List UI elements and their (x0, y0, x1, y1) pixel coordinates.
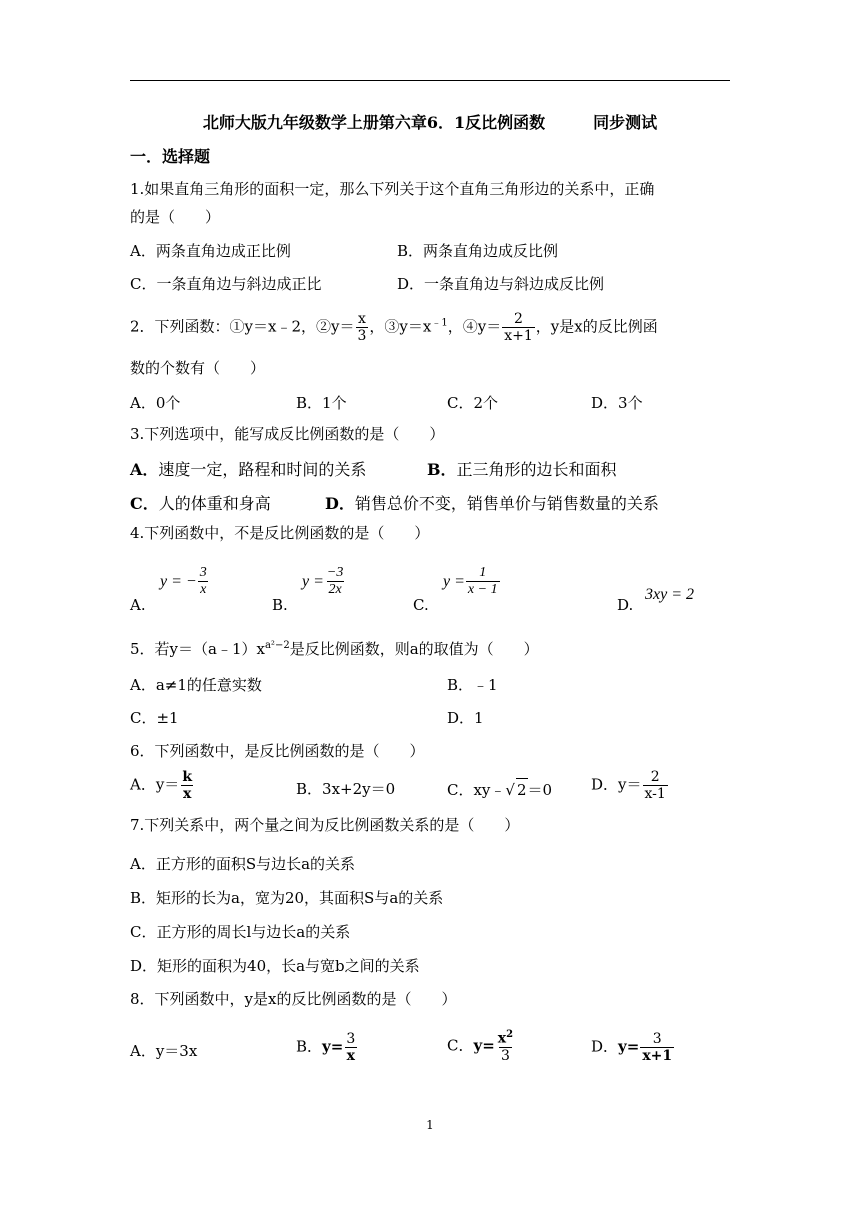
q5-stem: 5．若$y=(a﹣1)x^{a^2-2}$是反比例函数，则a的取值为（ ） (130, 640, 539, 658)
q2-option-b: B．1个 (296, 394, 347, 412)
q3-option-d: D．销售总价不变，销售单价与销售数量的关系 (325, 494, 659, 513)
q3-option-a: A．速度一定，路程和时间的关系 (130, 460, 367, 479)
q4-option-b-formula: y = $\frac{-3}{2x}$ (302, 565, 344, 597)
q8-stem: 8．下列函数中，y是x的反比例函数的是（ ） (130, 990, 457, 1008)
q5-option-c: C．±1 (130, 709, 179, 727)
title-main: 北师大版九年级数学上册第六章6．1反比例函数 (202, 113, 546, 132)
q4-option-a-letter: A. (130, 596, 146, 614)
q2-fraction-x-over-3: $\frac{x}{3}$ (357, 311, 367, 344)
q3-option-c: C．人的体重和身高 (130, 494, 271, 513)
q8-option-b: B．y= $\frac{3}{x}$ (296, 1031, 356, 1064)
q4-option-c-letter: C. (413, 596, 429, 614)
q4-option-a-formula: y = − $\frac{3}{x}$ (160, 565, 207, 597)
q1-option-d: D．一条直角边与斜边成反比例 (397, 275, 605, 293)
page-title (0, 110, 860, 133)
q2-option-c: C．2个 (447, 394, 499, 412)
q3-option-b: B．正三角形的边长和面积 (427, 460, 617, 479)
page-number: 1 (426, 1118, 434, 1132)
q7-option-c: C．正方形的周长l与边长a的关系 (130, 923, 351, 941)
q6-stem: 6．下列函数中，是反比例函数的是（ ） (130, 742, 425, 760)
q2-stem-line2: 数的个数有（ ） (130, 359, 266, 377)
q2-option-d: D．3个 (591, 394, 643, 412)
q1-option-c: C．一条直角边与斜边成正比 (130, 275, 322, 293)
q1-option-a: A．两条直角边成正比例 (130, 242, 291, 260)
q3-stem: 3.下列选项中，能写成反比例函数的是（ ） (130, 425, 445, 443)
q1-stem-line1: 1.如果直角三角形的面积一定，那么下列关于这个直角三角形边的关系中，正确 (130, 180, 655, 198)
q2-option-a: A．0个 (130, 394, 181, 412)
q6-option-d: D．y＝ $\frac{2}{x-1}$ (591, 769, 666, 802)
q7-option-a: A．正方形的面积S与边长a的关系 (130, 855, 356, 873)
q1-option-b: B．两条直角边成反比例 (397, 242, 559, 260)
q4-option-c-formula: y = $\frac{1}{x - 1}$ (443, 565, 498, 597)
q2-stem-line1: 2．下列函数：①y＝x﹣2，②y＝ $\frac{x}{3}$ ，$③y=x^{﹣1}$，④y＝ $\frac{2}{x+1}$ ，y是x的反比例函 (130, 311, 658, 344)
q6-option-a: A．y＝ $\frac{k}{x}$ (130, 769, 193, 802)
q5-option-b: B．﹣1 (447, 676, 498, 694)
q6-option-c: C．xy﹣√ 2＝0 (447, 778, 552, 801)
q4-option-d-letter: D. (617, 596, 634, 614)
q8-option-a: A．y＝3x (130, 1042, 198, 1060)
q5-option-a: A．a≠1的任意实数 (130, 676, 262, 694)
q7-option-d: D．矩形的面积为40，长a与宽b之间的关系 (130, 957, 420, 975)
q4-option-d-formula: 3xy = 2 (645, 586, 694, 603)
title-sub: 同步测试 (593, 113, 658, 132)
q8-option-c: C．y= $\frac{x^2}{3}$ (447, 1029, 514, 1064)
q4-stem: 4.下列函数中，不是反比例函数的是（ ） (130, 524, 430, 542)
q6-option-b: B．3x+2y＝0 (296, 780, 396, 798)
header-rule (130, 80, 730, 81)
q1-stem-line2: 的是（ ） (130, 208, 221, 226)
q5-exponent: a²−2 (264, 640, 290, 651)
q7-stem: 7.下列关系中，两个量之间为反比例函数关系的是（ ） (130, 816, 520, 834)
q2-fraction-2-over-x-plus-1: $\frac{2}{x+1}$ (504, 311, 533, 344)
q7-option-b: B．矩形的长为a，宽为20，其面积S与a的关系 (130, 889, 444, 907)
q5-option-d: D．1 (447, 709, 484, 727)
section-heading: 一．选择题 (130, 147, 211, 166)
q8-option-d: D．y= $\frac{3}{x+1}$ (591, 1031, 673, 1064)
q4-option-b-letter: B. (272, 596, 288, 614)
